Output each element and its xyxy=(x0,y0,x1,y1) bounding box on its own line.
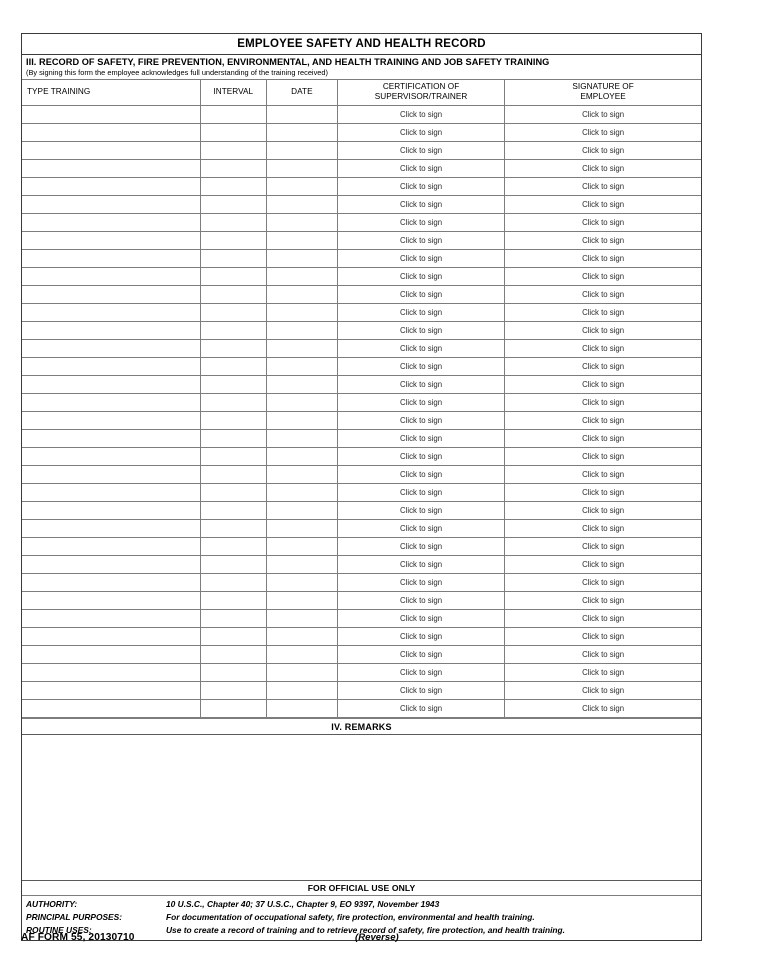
page-side-marker: (Reverse) xyxy=(355,932,399,943)
cell-interval[interactable] xyxy=(200,285,266,303)
sign-employee-button[interactable]: Click to sign xyxy=(505,699,701,717)
cell-date[interactable] xyxy=(266,555,337,573)
cell-type-training[interactable] xyxy=(22,483,200,501)
cell-type-training[interactable] xyxy=(22,609,200,627)
cell-type-training[interactable] xyxy=(22,123,200,141)
sign-employee-button[interactable]: Click to sign xyxy=(505,591,701,609)
sign-certification-button[interactable]: Click to sign xyxy=(337,195,504,213)
cell-type-training[interactable] xyxy=(22,357,200,375)
cell-type-training[interactable] xyxy=(22,339,200,357)
sign-employee-button[interactable]: Click to sign xyxy=(505,231,701,249)
cell-type-training[interactable] xyxy=(22,429,200,447)
sign-employee-button[interactable]: Click to sign xyxy=(505,321,701,339)
cell-interval[interactable] xyxy=(200,591,266,609)
cell-interval[interactable] xyxy=(200,375,266,393)
cell-date[interactable] xyxy=(266,501,337,519)
sign-certification-button[interactable]: Click to sign xyxy=(337,519,504,537)
sign-certification-button[interactable]: Click to sign xyxy=(337,177,504,195)
sign-employee-button[interactable]: Click to sign xyxy=(505,105,701,123)
column-header-certification-line1: CERTIFICATION OF xyxy=(382,82,460,92)
cell-type-training[interactable] xyxy=(22,465,200,483)
table-row xyxy=(22,699,701,717)
cell-type-training[interactable] xyxy=(22,177,200,195)
section-iii-title: III. RECORD OF SAFETY, FIRE PREVENTION, ENVIRONMENTAL, AND HEALTH TRAINING AND JOB SAFETY TRAINING xyxy=(26,57,550,67)
privacy-row-authority xyxy=(22,898,701,911)
sign-employee-button[interactable]: Click to sign xyxy=(505,519,701,537)
sign-certification-button[interactable]: Click to sign xyxy=(337,627,504,645)
sign-employee-button[interactable]: Click to sign xyxy=(505,375,701,393)
cell-interval[interactable] xyxy=(200,537,266,555)
privacy-label-authority: AUTHORITY: xyxy=(26,898,78,909)
sign-certification-button[interactable]: Click to sign xyxy=(337,393,504,411)
privacy-label-routine-uses: ROUTINE USES: xyxy=(26,924,92,935)
table-row xyxy=(22,501,701,519)
sign-certification-button[interactable]: Click to sign xyxy=(337,555,504,573)
cell-interval[interactable] xyxy=(200,447,266,465)
cell-interval[interactable] xyxy=(200,267,266,285)
table-row xyxy=(22,105,701,123)
privacy-row-principal-purposes xyxy=(22,911,701,924)
cell-interval[interactable] xyxy=(200,141,266,159)
section-iv-header: IV. REMARKS xyxy=(22,718,701,735)
section-iii-header xyxy=(22,55,701,80)
cell-type-training[interactable] xyxy=(22,393,200,411)
table-row xyxy=(22,393,701,411)
table-row xyxy=(22,465,701,483)
cell-date[interactable] xyxy=(266,267,337,285)
sign-employee-button[interactable]: Click to sign xyxy=(505,357,701,375)
sign-employee-button[interactable]: Click to sign xyxy=(505,573,701,591)
sign-certification-button[interactable]: Click to sign xyxy=(337,699,504,717)
cell-date[interactable] xyxy=(266,573,337,591)
table-header-row xyxy=(22,80,701,105)
cell-type-training[interactable] xyxy=(22,159,200,177)
remarks-field[interactable] xyxy=(22,735,701,881)
table-row xyxy=(22,663,701,681)
cell-date[interactable] xyxy=(266,465,337,483)
cell-date[interactable] xyxy=(266,213,337,231)
cell-date[interactable] xyxy=(266,177,337,195)
cell-date[interactable] xyxy=(266,519,337,537)
table-row xyxy=(22,609,701,627)
cell-date[interactable] xyxy=(266,141,337,159)
cell-date[interactable] xyxy=(266,159,337,177)
table-row xyxy=(22,519,701,537)
privacy-value-principal-purposes: For documentation of occupational safety, fire protection, environmental and health training. xyxy=(166,911,535,922)
sign-certification-button[interactable]: Click to sign xyxy=(337,573,504,591)
cell-date[interactable] xyxy=(266,357,337,375)
cell-interval[interactable] xyxy=(200,555,266,573)
column-header-date: DATE xyxy=(266,80,337,105)
sign-employee-button[interactable]: Click to sign xyxy=(505,645,701,663)
privacy-value-routine-uses: Use to create a record of training and to retrieve record of safety, fire protection, and health training. xyxy=(166,924,565,935)
form-frame xyxy=(21,33,702,941)
cell-date[interactable] xyxy=(266,699,337,717)
cell-date[interactable] xyxy=(266,285,337,303)
sign-certification-button[interactable]: Click to sign xyxy=(337,105,504,123)
cell-date[interactable] xyxy=(266,537,337,555)
cell-type-training[interactable] xyxy=(22,213,200,231)
training-table-header xyxy=(22,80,701,105)
table-row xyxy=(22,159,701,177)
cell-interval[interactable] xyxy=(200,249,266,267)
cell-date[interactable] xyxy=(266,681,337,699)
fouo-header: FOR OFFICIAL USE ONLY xyxy=(22,881,701,896)
cell-type-training[interactable] xyxy=(22,591,200,609)
sign-certification-button[interactable]: Click to sign xyxy=(337,213,504,231)
cell-interval[interactable] xyxy=(200,645,266,663)
sign-employee-button[interactable]: Click to sign xyxy=(505,393,701,411)
sign-certification-button[interactable]: Click to sign xyxy=(337,339,504,357)
column-header-certification-line2: SUPERVISOR/TRAINER xyxy=(374,92,468,102)
sign-certification-button[interactable]: Click to sign xyxy=(337,285,504,303)
cell-interval[interactable] xyxy=(200,483,266,501)
sign-employee-button[interactable]: Click to sign xyxy=(505,159,701,177)
cell-interval[interactable] xyxy=(200,177,266,195)
sign-employee-button[interactable]: Click to sign xyxy=(505,141,701,159)
sign-employee-button[interactable]: Click to sign xyxy=(505,681,701,699)
cell-date[interactable] xyxy=(266,249,337,267)
privacy-value-authority: 10 U.S.C., Chapter 40; 37 U.S.C., Chapter 9, EO 9397, November 1943 xyxy=(166,898,440,909)
sign-employee-button[interactable]: Click to sign xyxy=(505,249,701,267)
cell-interval[interactable] xyxy=(200,501,266,519)
sign-employee-button[interactable]: Click to sign xyxy=(505,483,701,501)
cell-type-training[interactable] xyxy=(22,501,200,519)
cell-date[interactable] xyxy=(266,429,337,447)
sign-certification-button[interactable]: Click to sign xyxy=(337,141,504,159)
cell-interval[interactable] xyxy=(200,213,266,231)
cell-date[interactable] xyxy=(266,609,337,627)
sign-employee-button[interactable]: Click to sign xyxy=(505,609,701,627)
sign-employee-button[interactable]: Click to sign xyxy=(505,663,701,681)
page-title: EMPLOYEE SAFETY AND HEALTH RECORD xyxy=(22,34,701,55)
cell-date[interactable] xyxy=(266,303,337,321)
cell-type-training[interactable] xyxy=(22,267,200,285)
sign-employee-button[interactable]: Click to sign xyxy=(505,177,701,195)
cell-interval[interactable] xyxy=(200,519,266,537)
sign-employee-button[interactable]: Click to sign xyxy=(505,123,701,141)
cell-interval[interactable] xyxy=(200,321,266,339)
cell-type-training[interactable] xyxy=(22,249,200,267)
sign-certification-button[interactable]: Click to sign xyxy=(337,321,504,339)
training-table xyxy=(22,80,701,718)
cell-type-training[interactable] xyxy=(22,537,200,555)
cell-date[interactable] xyxy=(266,411,337,429)
column-header-signature-line2: EMPLOYEE xyxy=(580,92,626,102)
cell-type-training[interactable] xyxy=(22,447,200,465)
sign-employee-button[interactable]: Click to sign xyxy=(505,303,701,321)
sign-employee-button[interactable]: Click to sign xyxy=(505,537,701,555)
cell-type-training[interactable] xyxy=(22,555,200,573)
cell-type-training[interactable] xyxy=(22,645,200,663)
table-row xyxy=(22,231,701,249)
cell-interval[interactable] xyxy=(200,609,266,627)
table-row xyxy=(22,591,701,609)
cell-interval[interactable] xyxy=(200,663,266,681)
cell-type-training[interactable] xyxy=(22,285,200,303)
sign-certification-button[interactable]: Click to sign xyxy=(337,663,504,681)
table-row xyxy=(22,555,701,573)
sign-employee-button[interactable]: Click to sign xyxy=(505,429,701,447)
cell-type-training[interactable] xyxy=(22,411,200,429)
sign-certification-button[interactable]: Click to sign xyxy=(337,609,504,627)
sign-employee-button[interactable]: Click to sign xyxy=(505,501,701,519)
table-row xyxy=(22,267,701,285)
sign-employee-button[interactable]: Click to sign xyxy=(505,195,701,213)
cell-type-training[interactable] xyxy=(22,231,200,249)
column-header-type-training: TYPE TRAINING xyxy=(22,80,200,105)
table-row xyxy=(22,141,701,159)
sign-certification-button[interactable]: Click to sign xyxy=(337,447,504,465)
cell-date[interactable] xyxy=(266,591,337,609)
cell-type-training[interactable] xyxy=(22,105,200,123)
privacy-label-principal-purposes: PRINCIPAL PURPOSES: xyxy=(26,911,123,922)
sign-employee-button[interactable]: Click to sign xyxy=(505,447,701,465)
table-row xyxy=(22,627,701,645)
cell-interval[interactable] xyxy=(200,357,266,375)
table-row xyxy=(22,195,701,213)
sign-certification-button[interactable]: Click to sign xyxy=(337,303,504,321)
table-row xyxy=(22,303,701,321)
cell-interval[interactable] xyxy=(200,429,266,447)
table-row xyxy=(22,573,701,591)
cell-date[interactable] xyxy=(266,195,337,213)
cell-type-training[interactable] xyxy=(22,375,200,393)
cell-interval[interactable] xyxy=(200,393,266,411)
cell-type-training[interactable] xyxy=(22,627,200,645)
sign-certification-button[interactable]: Click to sign xyxy=(337,483,504,501)
sign-certification-button[interactable]: Click to sign xyxy=(337,159,504,177)
form-identifier: AF FORM 55, 20130710 xyxy=(21,932,135,943)
cell-interval[interactable] xyxy=(200,105,266,123)
cell-interval[interactable] xyxy=(200,465,266,483)
sign-certification-button[interactable]: Click to sign xyxy=(337,375,504,393)
sign-certification-button[interactable]: Click to sign xyxy=(337,429,504,447)
cell-date[interactable] xyxy=(266,105,337,123)
sign-certification-button[interactable]: Click to sign xyxy=(337,411,504,429)
sign-employee-button[interactable]: Click to sign xyxy=(505,465,701,483)
cell-date[interactable] xyxy=(266,627,337,645)
cell-interval[interactable] xyxy=(200,123,266,141)
cell-type-training[interactable] xyxy=(22,195,200,213)
cell-type-training[interactable] xyxy=(22,519,200,537)
table-row xyxy=(22,357,701,375)
table-row xyxy=(22,681,701,699)
cell-interval[interactable] xyxy=(200,339,266,357)
sign-certification-button[interactable]: Click to sign xyxy=(337,123,504,141)
cell-date[interactable] xyxy=(266,321,337,339)
table-row xyxy=(22,375,701,393)
cell-type-training[interactable] xyxy=(22,141,200,159)
cell-type-training[interactable] xyxy=(22,321,200,339)
table-row xyxy=(22,447,701,465)
cell-interval[interactable] xyxy=(200,573,266,591)
table-row xyxy=(22,213,701,231)
column-header-interval: INTERVAL xyxy=(200,80,266,105)
table-row xyxy=(22,123,701,141)
sign-employee-button[interactable]: Click to sign xyxy=(505,339,701,357)
cell-interval[interactable] xyxy=(200,411,266,429)
sign-certification-button[interactable]: Click to sign xyxy=(337,357,504,375)
form-footer xyxy=(21,932,702,948)
table-row xyxy=(22,177,701,195)
cell-date[interactable] xyxy=(266,483,337,501)
table-row xyxy=(22,411,701,429)
column-header-signature-line1: SIGNATURE OF xyxy=(572,82,634,92)
table-row xyxy=(22,483,701,501)
sign-certification-button[interactable]: Click to sign xyxy=(337,591,504,609)
sign-employee-button[interactable]: Click to sign xyxy=(505,627,701,645)
sign-certification-button[interactable]: Click to sign xyxy=(337,537,504,555)
table-row xyxy=(22,537,701,555)
cell-type-training[interactable] xyxy=(22,699,200,717)
sign-certification-button[interactable]: Click to sign xyxy=(337,465,504,483)
cell-type-training[interactable] xyxy=(22,303,200,321)
sign-employee-button[interactable]: Click to sign xyxy=(505,267,701,285)
cell-interval[interactable] xyxy=(200,699,266,717)
cell-date[interactable] xyxy=(266,447,337,465)
table-row xyxy=(22,429,701,447)
table-row xyxy=(22,339,701,357)
cell-date[interactable] xyxy=(266,231,337,249)
cell-interval[interactable] xyxy=(200,627,266,645)
sign-certification-button[interactable]: Click to sign xyxy=(337,501,504,519)
column-header-signature xyxy=(505,80,701,105)
cell-date[interactable] xyxy=(266,123,337,141)
cell-interval[interactable] xyxy=(200,195,266,213)
table-row xyxy=(22,285,701,303)
sign-certification-button[interactable]: Click to sign xyxy=(337,249,504,267)
table-row xyxy=(22,645,701,663)
cell-interval[interactable] xyxy=(200,231,266,249)
sign-certification-button[interactable]: Click to sign xyxy=(337,645,504,663)
cell-interval[interactable] xyxy=(200,303,266,321)
table-row xyxy=(22,321,701,339)
cell-interval[interactable] xyxy=(200,681,266,699)
sign-employee-button[interactable]: Click to sign xyxy=(505,411,701,429)
cell-interval[interactable] xyxy=(200,159,266,177)
sign-employee-button[interactable]: Click to sign xyxy=(505,213,701,231)
cell-type-training[interactable] xyxy=(22,681,200,699)
cell-date[interactable] xyxy=(266,375,337,393)
cell-date[interactable] xyxy=(266,663,337,681)
column-header-certification xyxy=(337,80,504,105)
table-row xyxy=(22,249,701,267)
sign-certification-button[interactable]: Click to sign xyxy=(337,681,504,699)
cell-date[interactable] xyxy=(266,645,337,663)
sign-certification-button[interactable]: Click to sign xyxy=(337,267,504,285)
cell-type-training[interactable] xyxy=(22,573,200,591)
cell-type-training[interactable] xyxy=(22,663,200,681)
training-table-body xyxy=(22,105,701,717)
cell-date[interactable] xyxy=(266,393,337,411)
sign-employee-button[interactable]: Click to sign xyxy=(505,285,701,303)
section-iii-subtitle: (By signing this form the employee acknowledges full understanding of the training received) xyxy=(26,68,328,77)
sign-certification-button[interactable]: Click to sign xyxy=(337,231,504,249)
cell-date[interactable] xyxy=(266,339,337,357)
sign-employee-button[interactable]: Click to sign xyxy=(505,555,701,573)
